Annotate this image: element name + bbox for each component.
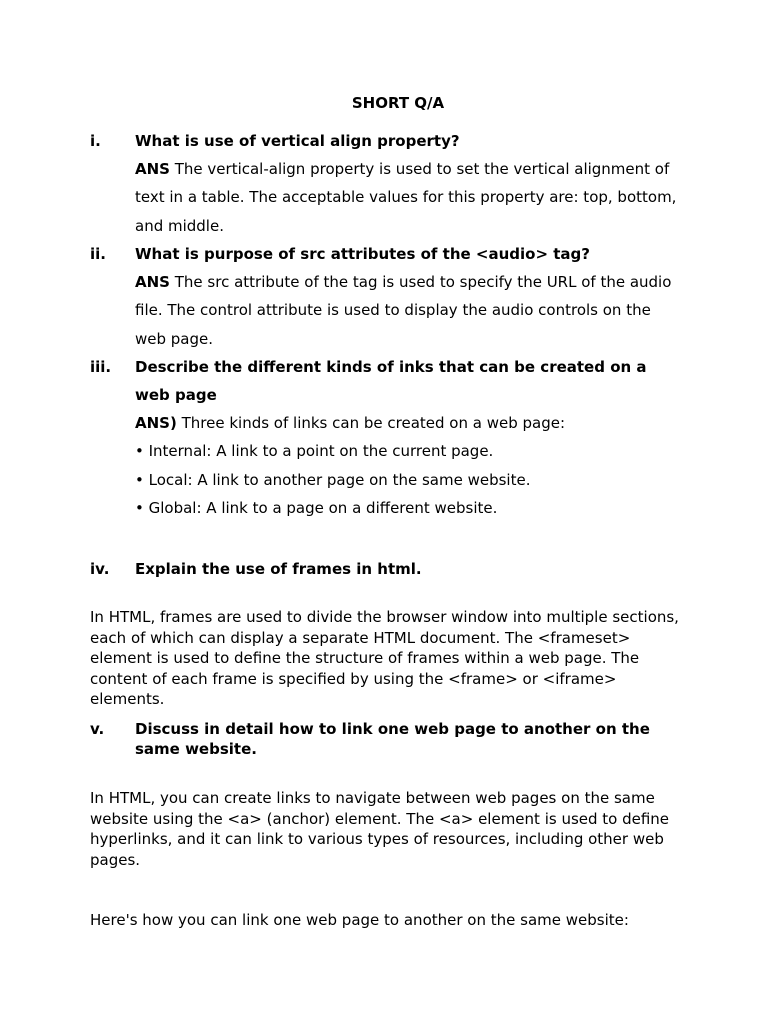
question-numeral: v.: [90, 720, 105, 738]
question-numeral: iii.: [90, 358, 112, 376]
answer-text: [135, 268, 683, 353]
question-block-1: [90, 127, 690, 240]
links-paragraph: In HTML, you can create links to navigate between web pages on the same website using the <a> (anchor) element. The <a> element is used to define hyperlinks, and it can link to various types of resources, including other web pages.: [90, 789, 670, 869]
bullet-item: • Internal: A link to a point on the current page.: [135, 442, 494, 461]
question-block-5: [90, 720, 690, 759]
question-text: What is use of vertical align property?: [135, 132, 460, 150]
answer-body: Three kinds of links can be created on a web page:: [181, 414, 565, 432]
question-numeral: iv.: [90, 560, 110, 578]
answer-text: [135, 155, 683, 240]
question-numeral: i.: [90, 132, 101, 150]
answer-text: [135, 409, 683, 437]
answer-body: The vertical-align property is used to set the vertical alignment of text in a table. The acceptable values for this property are: top, bottom, and middle.: [135, 160, 677, 235]
question-text: Explain the use of frames in html.: [135, 560, 422, 578]
question-block-3: [90, 353, 690, 522]
question-block-4: [90, 555, 690, 583]
answer-body: The src attribute of the tag is used to specify the URL of the audio file. The control attribute is used to display the audio controls on the web page.: [135, 273, 672, 348]
question-numeral: ii.: [90, 245, 106, 263]
question-text: What is purpose of src attributes of the <audio> tag?: [135, 245, 590, 263]
page-title: SHORT Q/A: [351, 94, 445, 112]
question-text: Discuss in detail how to link one web page to another on the same website.: [135, 720, 650, 758]
question-text: Describe the different kinds of inks that can be created on a web page: [135, 358, 647, 404]
bullet-item: • Local: A link to another page on the same website.: [135, 470, 531, 489]
howto-paragraph: Here's how you can link one web page to another on the same website:: [90, 911, 629, 929]
question-block-2: [90, 240, 690, 353]
answer-label: ANS: [135, 273, 170, 291]
answer-label: ANS: [135, 160, 170, 178]
bullet-item: • Global: A link to a page on a different website.: [135, 498, 498, 517]
answer-label: ANS): [135, 414, 177, 432]
frames-paragraph: In HTML, frames are used to divide the browser window into multiple sections, each of which can display a separate HTML document. The <frameset> element is used to define the structure of frames within a web page. The content of each frame is specified by using the <frame> or <iframe> elements.: [90, 608, 679, 708]
